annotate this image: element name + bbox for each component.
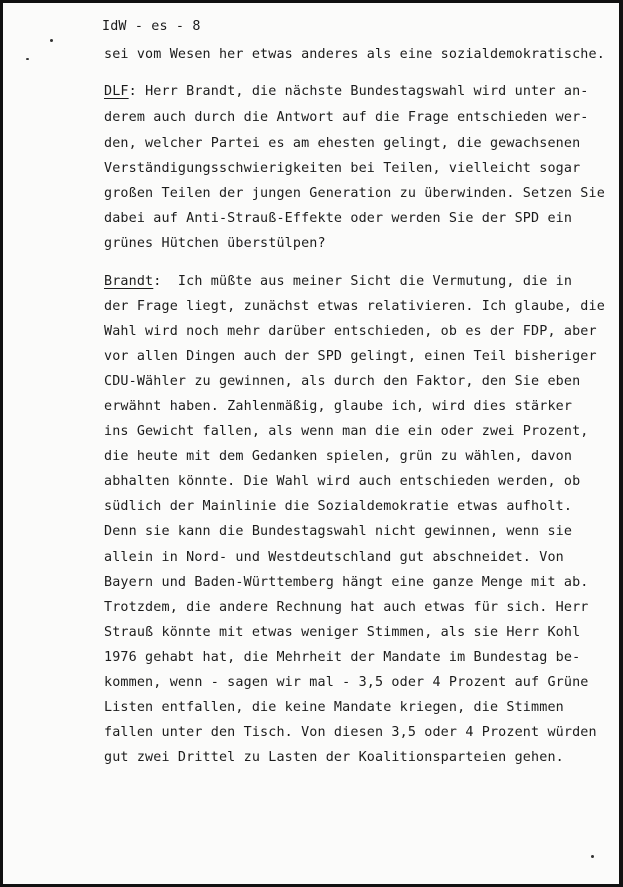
- answer-line: gut zwei Drittel zu Lasten der Koalitionsparteien gehen.: [104, 750, 564, 765]
- answer-line: die heute mit dem Gedanken spielen, grün zu wählen, davon: [104, 449, 573, 464]
- answer-line: 1976 gehabt hat, die Mehrheit der Mandate im Bundestag be-: [104, 650, 581, 665]
- answer-line: vor allen Dingen auch der SPD gelingt, einen Teil bisheriger: [104, 349, 597, 364]
- answer-line: Strauß könnte mit etwas weniger Stimmen, als sie Herr Kohl: [104, 625, 581, 640]
- question-line: den, welcher Partei es am ehesten gelingt, die gewachsenen: [104, 136, 581, 151]
- answer-line: südlich der Mainlinie die Sozialdemokratie etwas aufholt.: [104, 499, 573, 514]
- answer-line: abhalten könnte. Die Wahl wird auch entschieden werden, ob: [104, 474, 581, 489]
- answer-line: erwähnt haben. Zahlenmäßig, glaube ich, wird dies stärker: [104, 399, 573, 414]
- answer-line: Bayern und Baden-Württemberg hängt eine ganze Menge mit ab.: [104, 575, 589, 590]
- answer-line: ins Gewicht fallen, als wenn man die ein oder zwei Prozent,: [104, 424, 589, 439]
- question-text: Herr Brandt, die nächste Bundestagswahl wird unter an-: [145, 84, 589, 99]
- answer-line: fallen unter den Tisch. Von diesen 3,5 oder 4 Prozent würden: [104, 725, 597, 740]
- answer-line: Denn sie kann die Bundestagswahl nicht gewinnen, wenn sie: [104, 524, 573, 539]
- question-line: großen Teilen der jungen Generation zu überwinden. Setzen Sie: [104, 186, 605, 201]
- continuation-line: sei vom Wesen her etwas anderes als eine sozialdemokratische.: [104, 47, 605, 62]
- question-line: derem auch durch die Antwort auf die Frage entschieden wer-: [104, 110, 589, 125]
- question-line: grünes Hütchen überstülpen?: [104, 236, 326, 251]
- speaker-label-brandt: Brandt: [104, 274, 154, 289]
- answer-line: kommen, wenn - sagen wir mal - 3,5 oder 4 Prozent auf Grüne: [104, 675, 589, 690]
- paper-speck: [591, 855, 594, 858]
- answer-line: allein in Nord- und Westdeutschland gut abschneidet. Von: [104, 550, 564, 565]
- paper-speck: [50, 39, 53, 42]
- answer-line: Trotzdem, die andere Rechnung hat auch etwas für sich. Herr: [104, 600, 589, 615]
- page-header: IdW - es - 8: [102, 19, 201, 34]
- answer-line: Listen entfallen, die keine Mandate kriegen, die Stimmen: [104, 700, 564, 715]
- answer-line: CDU-Wähler zu gewinnen, als durch den Faktor, den Sie eben: [104, 374, 581, 389]
- answer-line: Brandt: Ich müßte aus meiner Sicht die Vermutung, die in: [104, 274, 573, 289]
- answer-line: der Frage liegt, zunächst etwas relativieren. Ich glaube, die: [104, 299, 605, 314]
- answer-text: Ich müßte aus meiner Sicht die Vermutung, die in: [177, 274, 573, 289]
- paper-speck: [26, 58, 29, 60]
- question-line: dabei auf Anti-Strauß-Effekte oder werden Sie der SPD ein: [104, 211, 573, 226]
- question-line: Verständigungsschwierigkeiten bei Teilen, vielleicht sogar: [104, 161, 581, 176]
- question-line: DLF: Herr Brandt, die nächste Bundestagswahl wird unter an-: [104, 84, 589, 99]
- speaker-label-dlf: DLF: [104, 84, 129, 99]
- answer-line: Wahl wird noch mehr darüber entschieden, ob es der FDP, aber: [104, 324, 597, 339]
